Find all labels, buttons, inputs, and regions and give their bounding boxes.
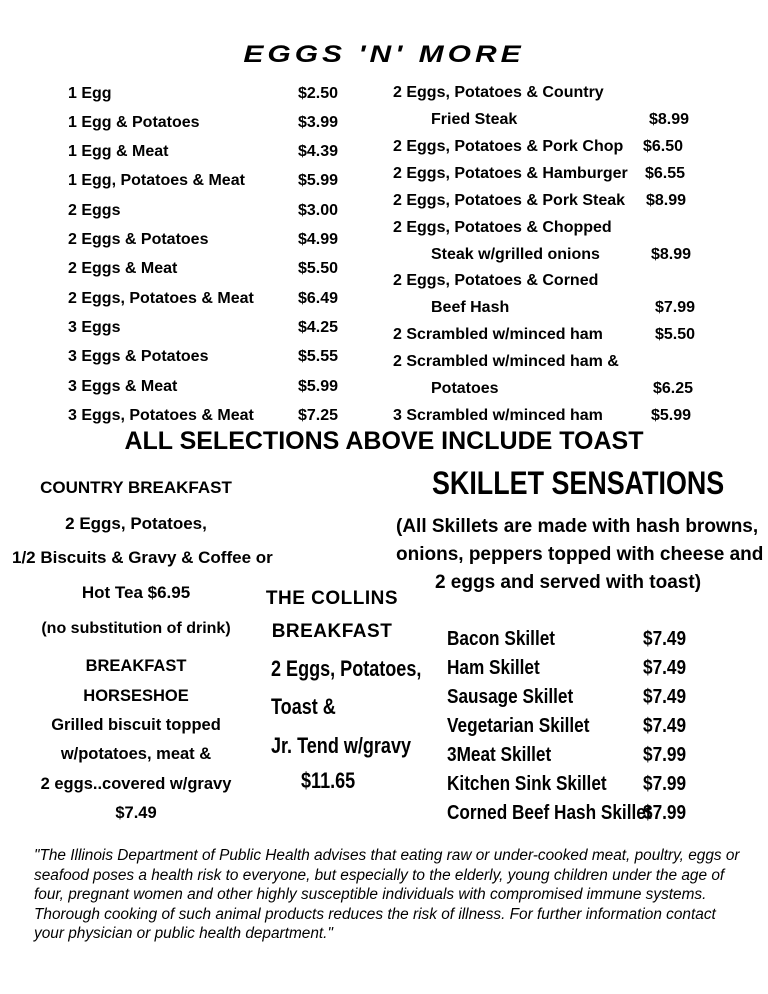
item-name: 3 Eggs & Meat xyxy=(68,378,178,395)
skillet-item-name: 3Meat Skillet xyxy=(447,744,552,766)
item-name: 3 Eggs, Potatoes & Meat xyxy=(68,407,254,424)
collins-price: $11.65 xyxy=(301,768,356,793)
collins-title: THE COLLINS xyxy=(265,588,399,609)
health-advisory: "The Illinois Department of Public Health advises that eating raw or under-cooked meat, poultry, eggs or seafood poses a health risk to everyone, but especially to the elderly, young children under the age of four, pregnant women and other highly susceptible individuals with compromised immune systems. Thorough cooking of such animal products reduces the risk of illness. For further information contact your physician or public health department." xyxy=(34,847,740,942)
item-name: 2 Eggs, Potatoes & Pork Steak xyxy=(393,192,626,209)
horseshoe-price: $7.49 xyxy=(115,804,157,822)
item-name: 2 Eggs, Potatoes & Country xyxy=(393,84,604,101)
item-name: 2 Eggs, Potatoes & Corned xyxy=(393,272,599,289)
country-title: COUNTRY BREAKFAST xyxy=(40,478,232,497)
item-price: $5.50 xyxy=(655,326,696,343)
skillet-item-price: $7.99 xyxy=(643,744,687,766)
item-price: $2.50 xyxy=(298,85,339,102)
item-price: $8.99 xyxy=(646,192,687,209)
horseshoe-title: HORSESHOE xyxy=(83,687,189,705)
skillet-item-price: $7.99 xyxy=(643,773,687,795)
horseshoe-line: w/potatoes, meat & xyxy=(60,745,212,763)
skillet-item-name: Vegetarian Skillet xyxy=(447,715,590,737)
item-price: $6.55 xyxy=(645,165,686,182)
skillet-desc: (All Skillets are made with hash browns, xyxy=(396,516,759,537)
item-price: $3.00 xyxy=(298,202,339,219)
skillet-item-name: Kitchen Sink Skillet xyxy=(447,773,607,795)
item-price: $7.99 xyxy=(655,299,696,316)
item-name-continued: Fried Steak xyxy=(431,111,518,128)
skillet-item-price: $7.49 xyxy=(643,686,687,708)
item-name: 2 Eggs, Potatoes & Chopped xyxy=(393,219,612,236)
item-price: $6.49 xyxy=(298,290,339,307)
item-name: 1 Egg & Potatoes xyxy=(68,114,200,131)
item-name: 2 Scrambled w/minced ham xyxy=(393,326,603,343)
item-price: $4.25 xyxy=(298,319,339,336)
menu-title: EGGS 'N' MORE xyxy=(243,41,525,68)
horseshoe-line: 2 eggs..covered w/gravy xyxy=(40,775,232,793)
skillet-item-price: $7.99 xyxy=(643,802,687,824)
collins-title: BREAKFAST xyxy=(271,621,393,642)
country-line: 1/2 Biscuits & Gravy & Coffee or xyxy=(12,548,273,567)
item-name-continued: Steak w/grilled onions xyxy=(431,246,600,263)
item-price: $5.50 xyxy=(298,260,339,277)
item-price: $6.25 xyxy=(653,380,694,397)
skillet-desc: 2 eggs and served with toast) xyxy=(434,572,702,593)
item-price: $5.99 xyxy=(651,407,692,424)
item-name: 1 Egg & Meat xyxy=(68,143,169,160)
item-name: 2 Eggs, Potatoes & Meat xyxy=(68,290,254,307)
item-name: 2 Scrambled w/minced ham & xyxy=(393,353,619,370)
skillet-item-name: Bacon Skillet xyxy=(447,628,556,650)
collins-line: Toast & xyxy=(271,694,336,719)
item-name: 2 Eggs xyxy=(68,202,121,219)
skillet-desc: onions, peppers topped with cheese and xyxy=(396,544,764,565)
item-price: $7.25 xyxy=(298,407,339,424)
skillet-item-name: Sausage Skillet xyxy=(447,686,574,708)
skillet-title: SKILLET SENSATIONS xyxy=(432,465,725,501)
skillet-item-price: $7.49 xyxy=(643,715,687,737)
collins-line: 2 Eggs, Potatoes, xyxy=(271,656,422,681)
item-price: $4.39 xyxy=(298,143,339,160)
item-name: 2 Eggs & Meat xyxy=(68,260,178,277)
item-name: 3 Scrambled w/minced ham xyxy=(393,407,603,424)
skillet-item-name: Corned Beef Hash Skillet xyxy=(447,802,652,824)
item-price: $5.55 xyxy=(298,348,339,365)
collins-line: Jr. Tend w/gravy xyxy=(271,733,412,758)
item-price: $8.99 xyxy=(651,246,692,263)
item-name: 2 Eggs, Potatoes & Pork Chop xyxy=(393,138,624,155)
item-name-continued: Potatoes xyxy=(431,380,499,397)
item-price: $6.50 xyxy=(643,138,684,155)
item-name: 3 Eggs & Potatoes xyxy=(68,348,209,365)
country-line: 2 Eggs, Potatoes, xyxy=(65,514,207,533)
horseshoe-title: BREAKFAST xyxy=(85,657,187,675)
item-price: $5.99 xyxy=(298,172,339,189)
item-price: $8.99 xyxy=(649,111,690,128)
skillet-item-name: Ham Skillet xyxy=(447,657,540,679)
item-name: 2 Eggs, Potatoes & Hamburger xyxy=(393,165,628,182)
country-line: Hot Tea $6.95 xyxy=(81,583,191,602)
item-name: 2 Eggs & Potatoes xyxy=(68,231,209,248)
horseshoe-line: Grilled biscuit topped xyxy=(51,716,221,734)
item-price: $4.99 xyxy=(298,231,339,248)
item-price: $3.99 xyxy=(298,114,339,131)
skillet-item-price: $7.49 xyxy=(643,657,687,679)
item-name: 1 Egg, Potatoes & Meat xyxy=(68,172,245,189)
item-name-continued: Beef Hash xyxy=(431,299,510,316)
toast-banner: ALL SELECTIONS ABOVE INCLUDE TOAST xyxy=(124,427,644,455)
item-name: 1 Egg xyxy=(68,85,112,102)
item-name: 3 Eggs xyxy=(68,319,121,336)
item-price: $5.99 xyxy=(298,378,339,395)
country-line: (no substitution of drink) xyxy=(41,620,231,637)
skillet-item-price: $7.49 xyxy=(643,628,687,650)
